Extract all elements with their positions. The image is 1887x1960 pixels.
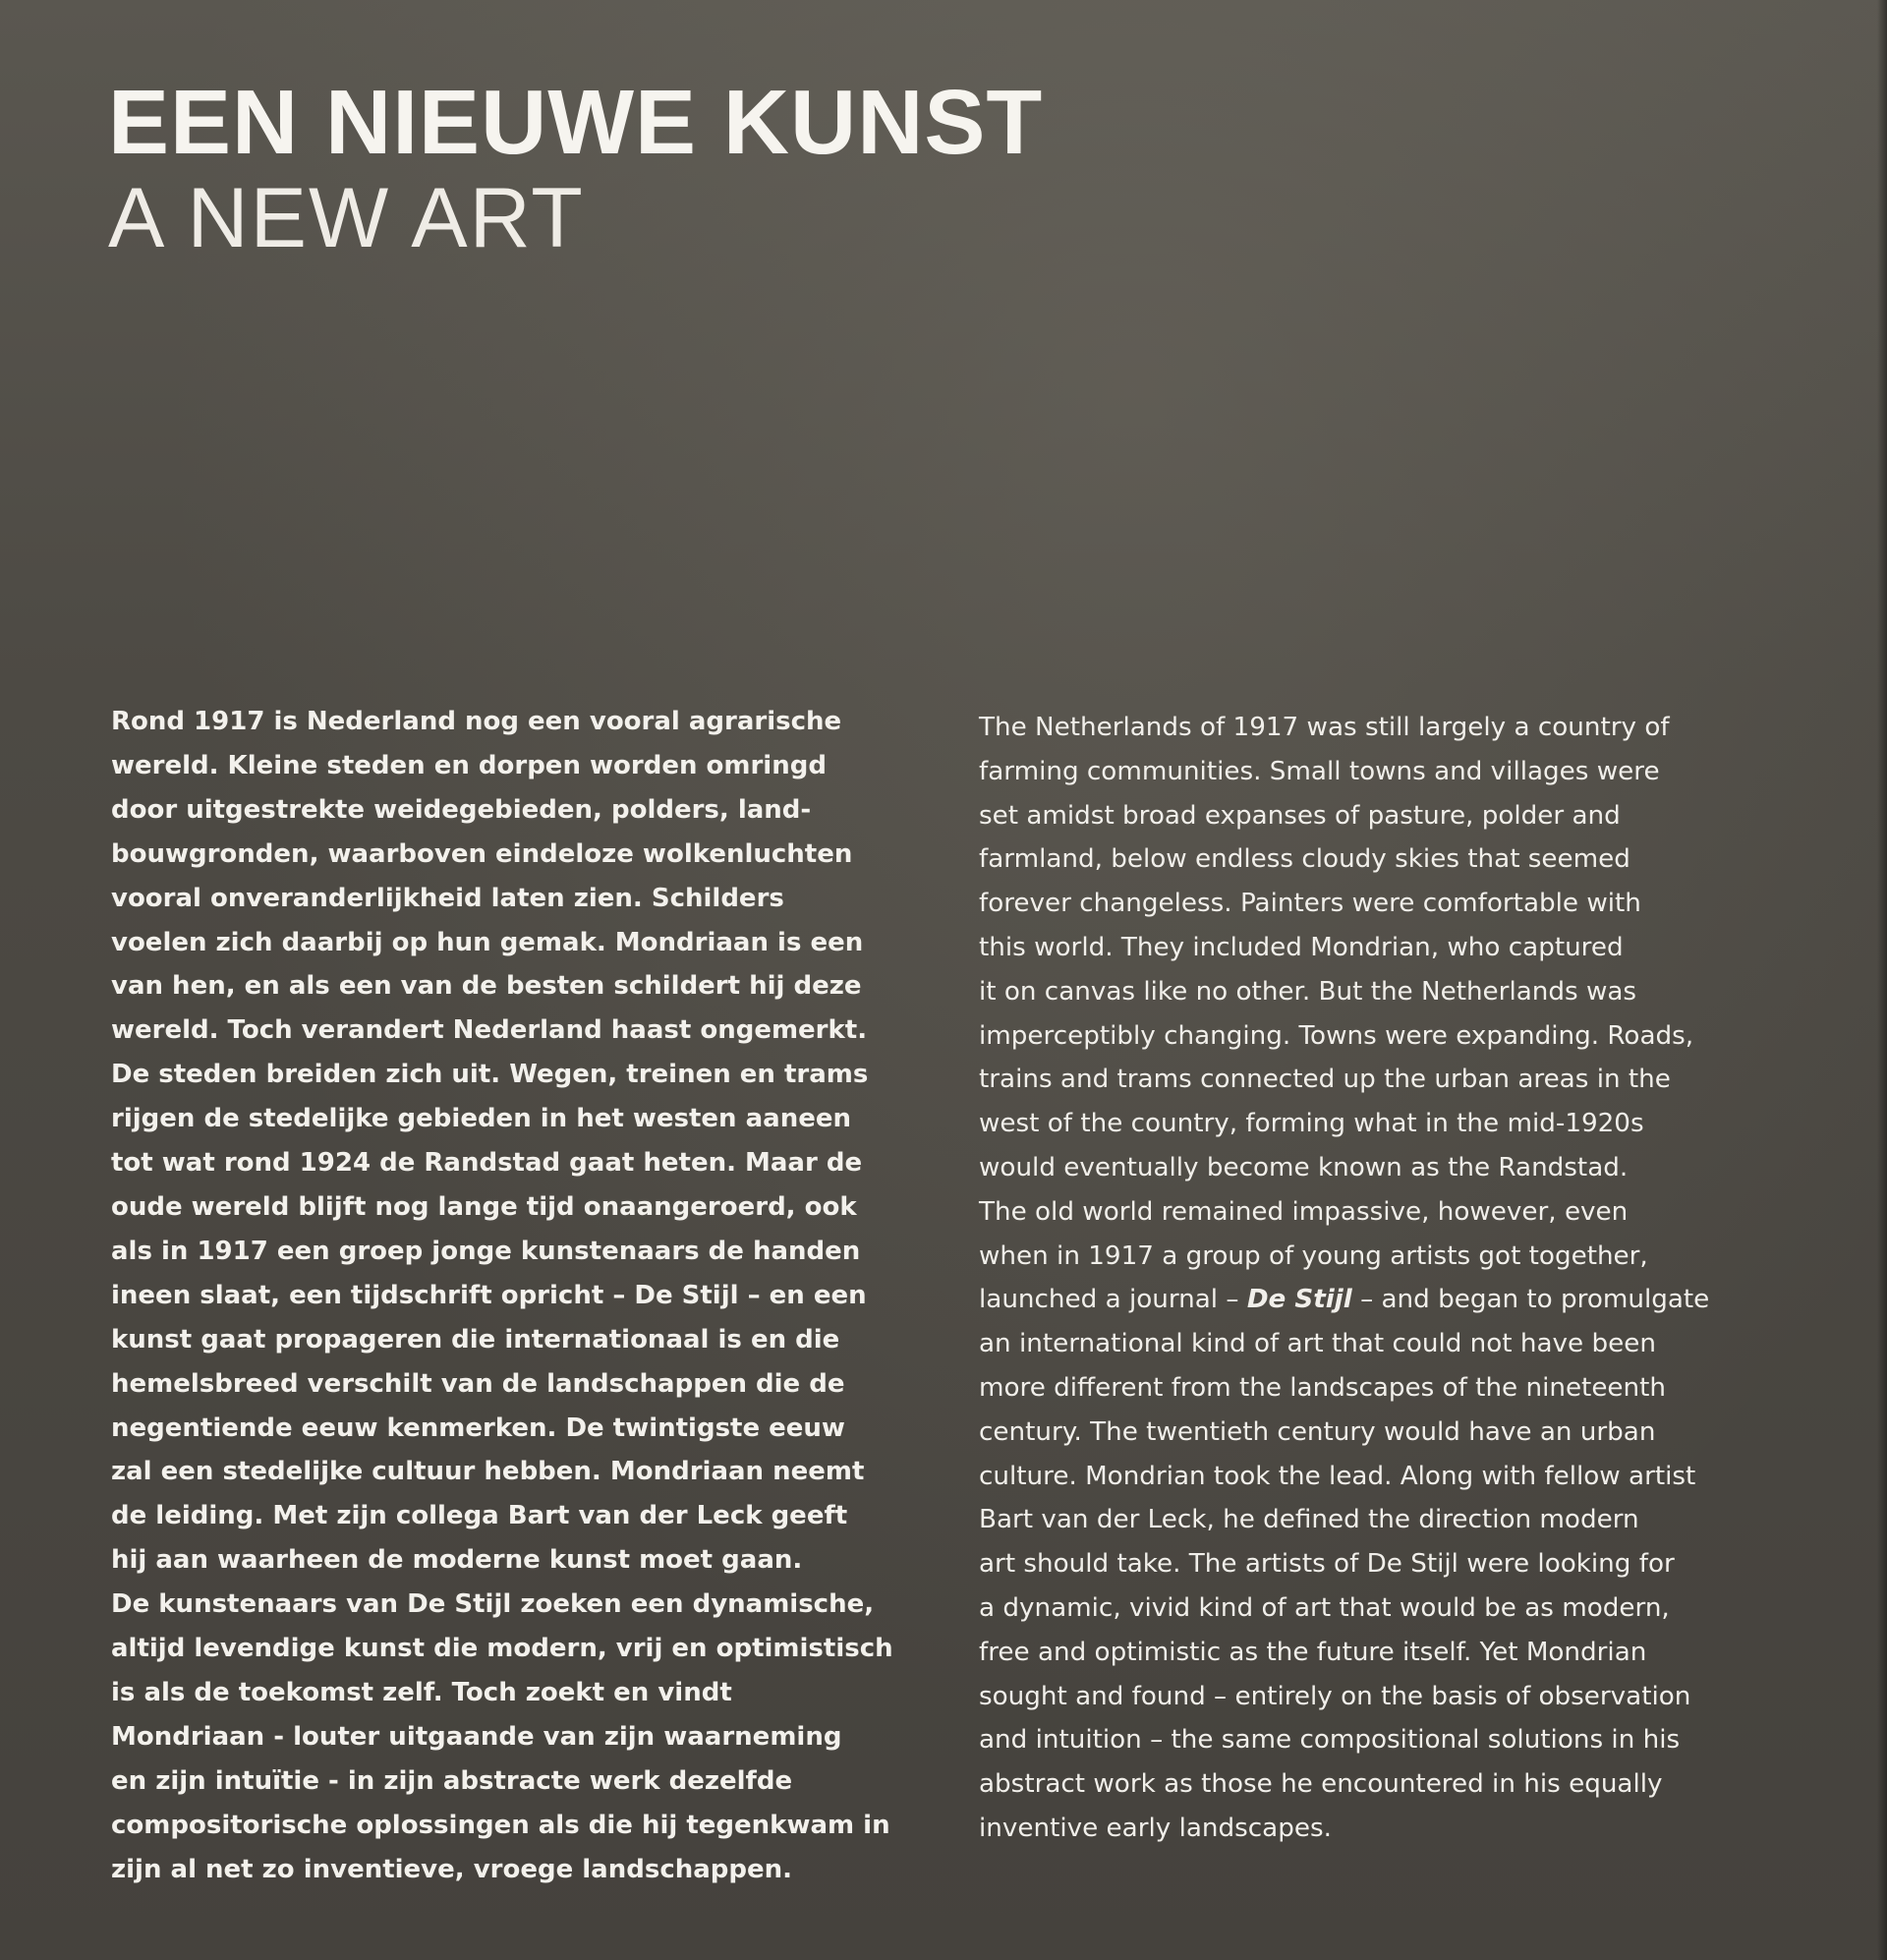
text-line: Bart van der Leck, he defined the direction modern (979, 1505, 1639, 1535)
text-line: when in 1917 a group of young artists got together, (979, 1240, 1648, 1271)
text-line: and intuition – the same compositional solutions in his (979, 1725, 1681, 1756)
text-line: would eventually become known as the Randstad. (979, 1152, 1629, 1182)
panel-heading (108, 71, 1043, 263)
text-line: van hen, en als een van de besten schildert hij deze (111, 971, 862, 1002)
text-line: sought and found – entirely on the basis of observation (979, 1681, 1691, 1711)
text-line: inventive early landscapes. (979, 1813, 1332, 1843)
text-line: wereld. Kleine steden en dorpen worden omringd (111, 750, 827, 780)
text-line: is als de toekomst zelf. Toch zoekt en vindt (111, 1677, 732, 1707)
text-line: voelen zich daarbij op hun gemak. Mondriaan is een (111, 927, 864, 957)
text-line: tot wat rond 1924 de Randstad gaat heten. Maar de (111, 1148, 863, 1179)
text-line: The Netherlands of 1917 was still largely a country of (979, 713, 1670, 742)
text-line: ineen slaat, een tijdschrift opricht – De Stijl – en een (111, 1280, 867, 1310)
text-line: en zijn intuïtie - in zijn abstracte werk dezelfde (111, 1765, 793, 1796)
text-line: hemelsbreed verschilt van de landschappen die de (111, 1368, 845, 1399)
body-text-english (979, 706, 1804, 1851)
text-line: abstract work as those he encountered in his equally (979, 1769, 1663, 1800)
text-line: trains and trams connected up the urban areas in the (979, 1065, 1671, 1095)
text-line: culture. Mondrian took the lead. Along with fellow artist (979, 1461, 1696, 1491)
text-line: de leiding. Met zijn collega Bart van der Leck geeft (111, 1501, 848, 1531)
text-line: Mondriaan - louter uitgaande van zijn waarneming (111, 1721, 842, 1752)
text-line: De kunstenaars van De Stijl zoeken een dynamische, (111, 1589, 875, 1620)
text-line: The old world remained impassive, however, even (979, 1196, 1629, 1227)
text-line: farmland, below endless cloudy skies that seemed (979, 844, 1630, 875)
text-line: farming communities. Small towns and villages were (979, 756, 1660, 786)
text-line: more different from the landscapes of the nineteenth (979, 1372, 1667, 1403)
text-line: bouwgronden, waarboven eindeloze wolkenluchten (111, 838, 853, 869)
text-line: negentiende eeuw kenmerken. De twintigste eeuw (111, 1412, 845, 1443)
title-dutch: EEN NIEUWE KUNST (108, 71, 1044, 173)
text-line: a dynamic, vivid kind of art that would be as modern, (979, 1592, 1670, 1623)
text-line: hij aan waarheen de moderne kunst moet gaan. (111, 1545, 803, 1576)
text-line: kunst gaat propageren die internationaal is en die (111, 1324, 840, 1355)
body-text-dutch (111, 700, 927, 1891)
text-line: free and optimistic as the future itself. Yet Mondrian (979, 1637, 1647, 1667)
text-line: Rond 1917 is Nederland nog een vooral agrarische (111, 707, 842, 736)
text-line: compositorische oplossingen als die hij tegenkwam in (111, 1810, 890, 1840)
journal-line-before: launched a journal – (979, 1285, 1247, 1315)
text-line: an international kind of art that could not have been (979, 1329, 1656, 1359)
text-line: set amidst broad expanses of pasture, polder and (979, 800, 1621, 831)
text-line: forever changeless. Painters were comfortable with (979, 889, 1641, 919)
text-line: this world. They included Mondrian, who captured (979, 932, 1624, 962)
text-line: vooral onveranderlijkheid laten zien. Schilders (111, 883, 784, 913)
text-line: door uitgestrekte weidegebieden, polders, land- (111, 794, 812, 825)
text-line: altijd levendige kunst die modern, vrij en optimistisch (111, 1634, 893, 1664)
text-line: imperceptibly changing. Towns were expanding. Roads, (979, 1020, 1694, 1051)
title-english: A NEW ART (108, 171, 585, 265)
text-line-journal (979, 1278, 1804, 1322)
text-line: it on canvas like no other. But the Netherlands was (979, 976, 1637, 1007)
text-line: art should take. The artists of De Stijl were looking for (979, 1549, 1675, 1580)
text-line: rijgen de stedelijke gebieden in het westen aaneen (111, 1104, 851, 1134)
panel-edge-shadow (1877, 0, 1887, 1960)
text-line: century. The twentieth century would have an urban (979, 1416, 1656, 1447)
text-line: zijn al net zo inventieve, vroege landschappen. (111, 1854, 793, 1884)
text-line: wereld. Toch verandert Nederland haast ongemerkt. (111, 1015, 868, 1046)
journal-line-after: – and began to promulgate (1351, 1285, 1710, 1315)
journal-name: De Stijl (1246, 1285, 1352, 1315)
text-line: De steden breiden zich uit. Wegen, treinen en trams (111, 1060, 869, 1090)
text-line: zal een stedelijke cultuur hebben. Mondriaan neemt (111, 1457, 865, 1487)
text-line: west of the country, forming what in the mid-1920s (979, 1109, 1644, 1139)
text-line: als in 1917 een groep jonge kunstenaars de handen (111, 1236, 861, 1266)
text-line: oude wereld blijft nog lange tijd onaangeroerd, ook (111, 1191, 857, 1222)
